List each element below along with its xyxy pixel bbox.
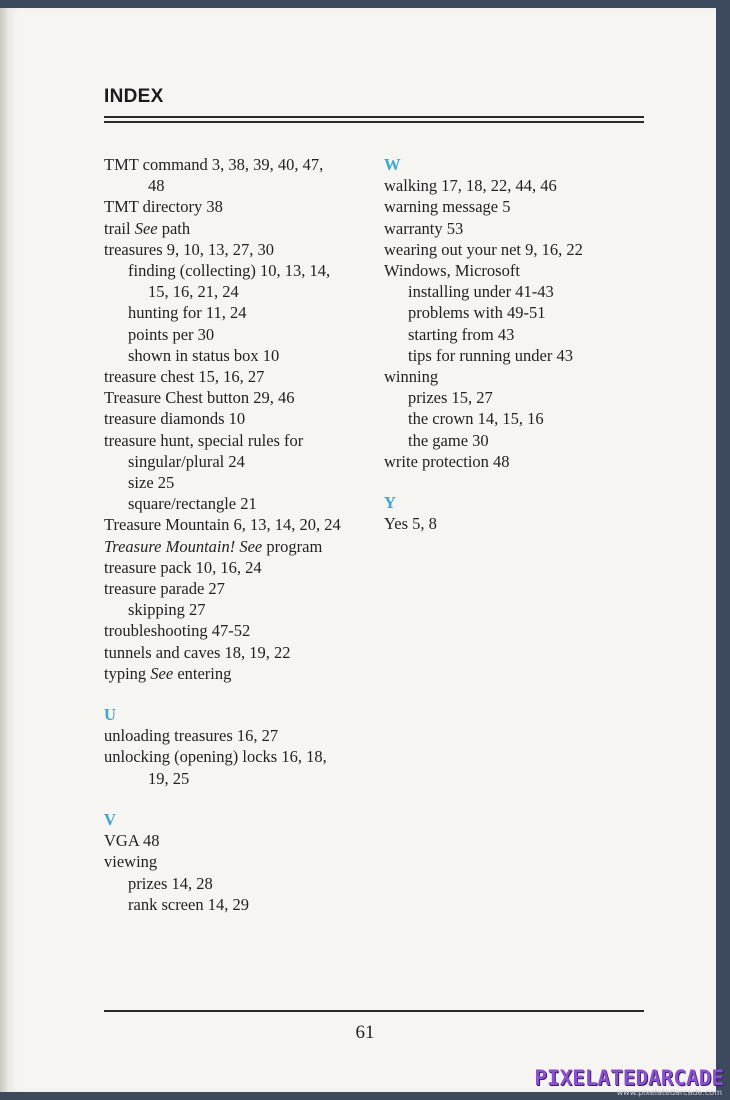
- title-rule-bottom: [104, 121, 644, 123]
- index-entry-text: prizes 15, 27: [408, 388, 493, 408]
- index-entry-text: Treasure Mountain 6, 13, 14, 20, 24: [104, 515, 341, 535]
- index-entry: [384, 196, 684, 217]
- index-entry-text: path: [157, 218, 191, 238]
- index-entry-text: unloading treasures 16, 27: [104, 726, 279, 746]
- index-entry-text: the crown 14, 15, 16: [408, 409, 544, 429]
- index-entry-text: entering: [173, 663, 232, 683]
- index-subentry: [104, 302, 374, 323]
- index-entry-text: tunnels and caves 18, 19, 22: [104, 642, 291, 662]
- index-entry-text: Windows, Microsoft: [384, 261, 520, 281]
- index-entry-text: treasure diamonds 10: [104, 409, 246, 429]
- index-subentry: [104, 260, 374, 281]
- index-column-right: [384, 154, 684, 534]
- index-entry: [104, 408, 374, 429]
- index-entry-text: size 25: [128, 473, 175, 493]
- index-entry-text: points per 30: [128, 324, 215, 344]
- index-entry-text: program: [262, 536, 323, 556]
- index-entry-text: winning: [384, 367, 439, 387]
- index-entry-text: warning message 5: [384, 197, 511, 217]
- index-entry-text: warranty 53: [384, 218, 464, 238]
- page-title: INDEX: [104, 86, 164, 107]
- index-subentry: [384, 302, 684, 323]
- index-subentry: [104, 324, 374, 345]
- index-entry-text: See: [134, 218, 158, 238]
- index-letter-heading: U: [104, 705, 116, 725]
- index-subentry: [384, 408, 684, 429]
- index-subentry: [104, 894, 374, 915]
- index-entry-text: 19, 25: [148, 768, 190, 788]
- index-entry-text: rank screen 14, 29: [128, 894, 249, 914]
- index-entry: [384, 218, 684, 239]
- index-entry: [104, 663, 374, 684]
- index-entry-text: treasure hunt, special rules for: [104, 430, 304, 450]
- title-rule-top: [104, 116, 644, 118]
- index-entry-text: treasure chest 15, 16, 27: [104, 367, 265, 387]
- index-entry: [384, 451, 684, 472]
- index-entry: [104, 239, 374, 260]
- index-entry: [104, 620, 374, 641]
- index-entry-text: prizes 14, 28: [128, 873, 213, 893]
- page-spine-shadow: [0, 8, 10, 1092]
- index-subentry: [384, 387, 684, 408]
- index-entry-text: 48: [148, 176, 165, 196]
- index-subentry: [104, 493, 374, 514]
- index-entry-text: problems with 49-51: [408, 303, 546, 323]
- index-entry-text: typing: [104, 663, 151, 683]
- index-entry: [104, 154, 374, 175]
- index-entry: [104, 536, 374, 557]
- watermark-logo: PIXELATEDARCADE: [534, 1066, 724, 1090]
- index-entry: [104, 725, 374, 746]
- index-entry: [384, 513, 684, 534]
- index-entry-text: Treasure Chest button 29, 46: [104, 388, 295, 408]
- index-entry: [384, 239, 684, 260]
- index-entry: [104, 514, 374, 535]
- index-entry-text: treasure pack 10, 16, 24: [104, 557, 262, 577]
- index-entry-text: TMT directory 38: [104, 197, 223, 217]
- index-entry-text: troubleshooting 47-52: [104, 621, 251, 641]
- index-entry-text: square/rectangle 21: [128, 494, 257, 514]
- index-entry: [104, 196, 374, 217]
- index-entry-text: finding (collecting) 10, 13, 14,: [128, 261, 331, 281]
- index-letter-heading: W: [384, 155, 401, 174]
- index-entry-text: unlocking (opening) locks 16, 18,: [104, 747, 327, 767]
- index-entry: [104, 642, 374, 663]
- index-subentry: [384, 281, 684, 302]
- index-entry-text: walking 17, 18, 22, 44, 46: [384, 176, 557, 196]
- index-entry-text: treasure parade 27: [104, 579, 225, 599]
- index-subentry: [104, 768, 374, 789]
- index-entry: [104, 557, 374, 578]
- index-entry: [104, 851, 374, 872]
- index-entry-text: Treasure Mountain! See: [104, 536, 263, 556]
- index-entry-text: wearing out your net 9, 16, 22: [384, 239, 583, 259]
- index-entry-text: shown in status box 10: [128, 345, 280, 365]
- index-letter-heading: Y: [384, 493, 396, 513]
- index-entry-text: tips for running under 43: [408, 345, 573, 365]
- index-subentry: [104, 281, 374, 302]
- index-subentry: [384, 345, 684, 366]
- index-entry: [104, 578, 374, 599]
- page-number: 61: [355, 1022, 375, 1043]
- index-subentry: [104, 345, 374, 366]
- index-entry-text: hunting for 11, 24: [128, 303, 247, 323]
- index-entry: [384, 366, 684, 387]
- index-entry-text: Yes 5, 8: [384, 514, 437, 534]
- index-subentry: [384, 324, 684, 345]
- footer-rule: [104, 1010, 644, 1012]
- index-entry: [104, 830, 374, 851]
- index-entry: [104, 430, 374, 451]
- index-entry-text: skipping 27: [128, 600, 206, 620]
- index-entry-text: 15, 16, 21, 24: [148, 282, 239, 302]
- index-subentry: [104, 873, 374, 894]
- index-entry-text: viewing: [104, 852, 158, 872]
- index-letter-heading: V: [104, 809, 116, 829]
- index-entry-text: trail: [104, 218, 135, 238]
- index-column-left: [104, 154, 374, 915]
- index-entry-text: write protection 48: [384, 451, 510, 471]
- index-subentry: [104, 472, 374, 493]
- index-subentry: [104, 599, 374, 620]
- index-entry-text: treasures 9, 10, 13, 27, 30: [104, 239, 275, 259]
- index-entry: [104, 387, 374, 408]
- index-entry-text: TMT command 3, 38, 39, 40, 47,: [104, 155, 324, 174]
- index-entry-text: singular/plural 24: [128, 451, 245, 471]
- index-entry-text: See: [150, 663, 174, 683]
- index-subentry: [384, 430, 684, 451]
- index-entry: [104, 218, 374, 239]
- index-subentry: [104, 175, 374, 196]
- index-entry-text: installing under 41-43: [408, 282, 554, 302]
- index-entry-text: the game 30: [408, 430, 489, 450]
- index-entry: [384, 175, 684, 196]
- index-entry: [384, 260, 684, 281]
- index-entry: [104, 746, 374, 767]
- index-entry-text: starting from 43: [408, 324, 515, 344]
- index-subentry: [104, 451, 374, 472]
- index-entry-text: VGA 48: [104, 831, 160, 851]
- index-entry: [104, 366, 374, 387]
- watermark-url: www.pixelatedarcade.com: [616, 1088, 722, 1097]
